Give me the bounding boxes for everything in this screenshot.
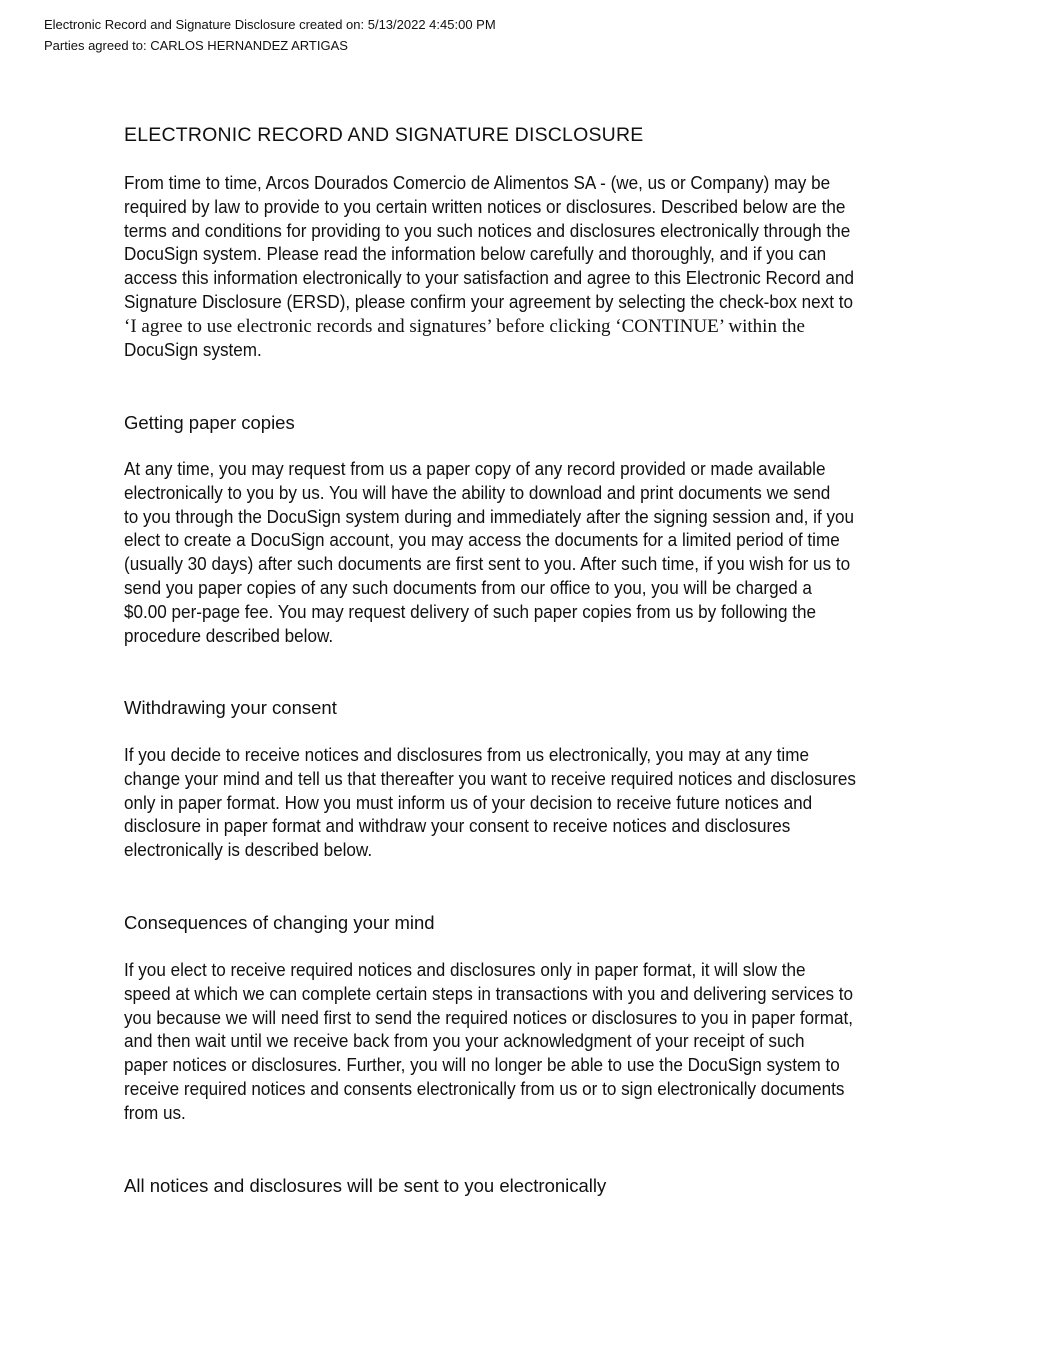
text-line: receive required notices and consents electronically from us or to sign electronically documents <box>124 1078 845 1099</box>
text-line: electronically to you by us. You will have the ability to download and print documents we send <box>124 482 831 503</box>
text-line: access this information electronically to your satisfaction and agree to this Electronic Record and <box>124 268 854 289</box>
text-line: to you through the DocuSign system during and immediately after the signing session and, if you <box>124 506 855 527</box>
text-line: change your mind and tell us that thereafter you want to receive required notices and disclosures <box>124 768 856 789</box>
text-line: speed at which we can complete certain steps in transactions with you and delivering services to <box>124 983 854 1004</box>
text-line: from us. <box>124 1102 186 1123</box>
text-line: procedure described below. <box>124 625 334 646</box>
text-line: $0.00 per-page fee. You may request delivery of such paper copies from us by following the <box>124 601 817 622</box>
text-line: and then wait until we receive back from you your acknowledgment of your receipt of such <box>124 1031 805 1052</box>
text-line: you because we will need first to send the required notices or disclosures to you in paper format, <box>124 1007 854 1028</box>
section-heading-withdrawing-consent: Withdrawing your consent <box>124 697 337 718</box>
text-line: electronically is described below. <box>124 840 373 861</box>
text-line: If you elect to receive required notices and disclosures only in paper format, it will slow the <box>124 960 806 980</box>
withdrawing-consent-paragraph <box>124 744 894 863</box>
parties-agreed-line: Parties agreed to: CARLOS HERNANDEZ ARTIGAS <box>44 38 348 53</box>
text-line: Signature Disclosure (ERSD), please confirm your agreement by selecting the check-box next to <box>124 291 853 312</box>
text-line: disclosure in paper format and withdraw your consent to receive notices and disclosures <box>124 816 791 837</box>
section-heading-electronic-notices: All notices and disclosures will be sent to you electronically <box>124 1175 607 1196</box>
text-line: required by law to provide to you certain written notices or disclosures. Described below are the <box>124 196 846 217</box>
text-line: ‘I agree to use electronic records and signatures’ before clicking ‘CONTINUE’ within the <box>124 315 805 337</box>
text-line: DocuSign system. <box>124 339 262 360</box>
intro-paragraph <box>124 172 892 362</box>
text-line: only in paper format. How you must inform us of your decision to receive future notices and <box>124 792 813 813</box>
text-line: DocuSign system. Please read the information below carefully and thoroughly, and if you can <box>124 244 827 265</box>
disclosure-created-line: Electronic Record and Signature Disclosure created on: 5/13/2022 4:45:00 PM <box>44 17 496 32</box>
text-line: (usually 30 days) after such documents are first sent to you. After such time, if you wish for us to <box>124 554 851 575</box>
text-line: If you decide to receive notices and disclosures from us electronically, you may at any time <box>124 745 809 765</box>
document-title: ELECTRONIC RECORD AND SIGNATURE DISCLOSURE <box>124 124 644 146</box>
text-line: elect to create a DocuSign account, you may access the documents for a limited period of time <box>124 530 840 551</box>
text-line: At any time, you may request from us a paper copy of any record provided or made available <box>124 459 826 479</box>
section-heading-paper-copies: Getting paper copies <box>124 412 295 433</box>
text-line: terms and conditions for providing to you such notices and disclosures electronically through the <box>124 220 851 241</box>
text-line: From time to time, Arcos Dourados Comercio de Alimentos SA - (we, us or Company) may be <box>124 173 831 193</box>
paper-copies-paragraph <box>124 458 892 648</box>
text-line: paper notices or disclosures. Further, you will no longer be able to use the DocuSign system to <box>124 1055 840 1076</box>
consequences-paragraph <box>124 959 891 1126</box>
section-heading-consequences: Consequences of changing your mind <box>124 912 435 933</box>
text-line: send you paper copies of any such documents from our office to you, you will be charged a <box>124 577 812 598</box>
